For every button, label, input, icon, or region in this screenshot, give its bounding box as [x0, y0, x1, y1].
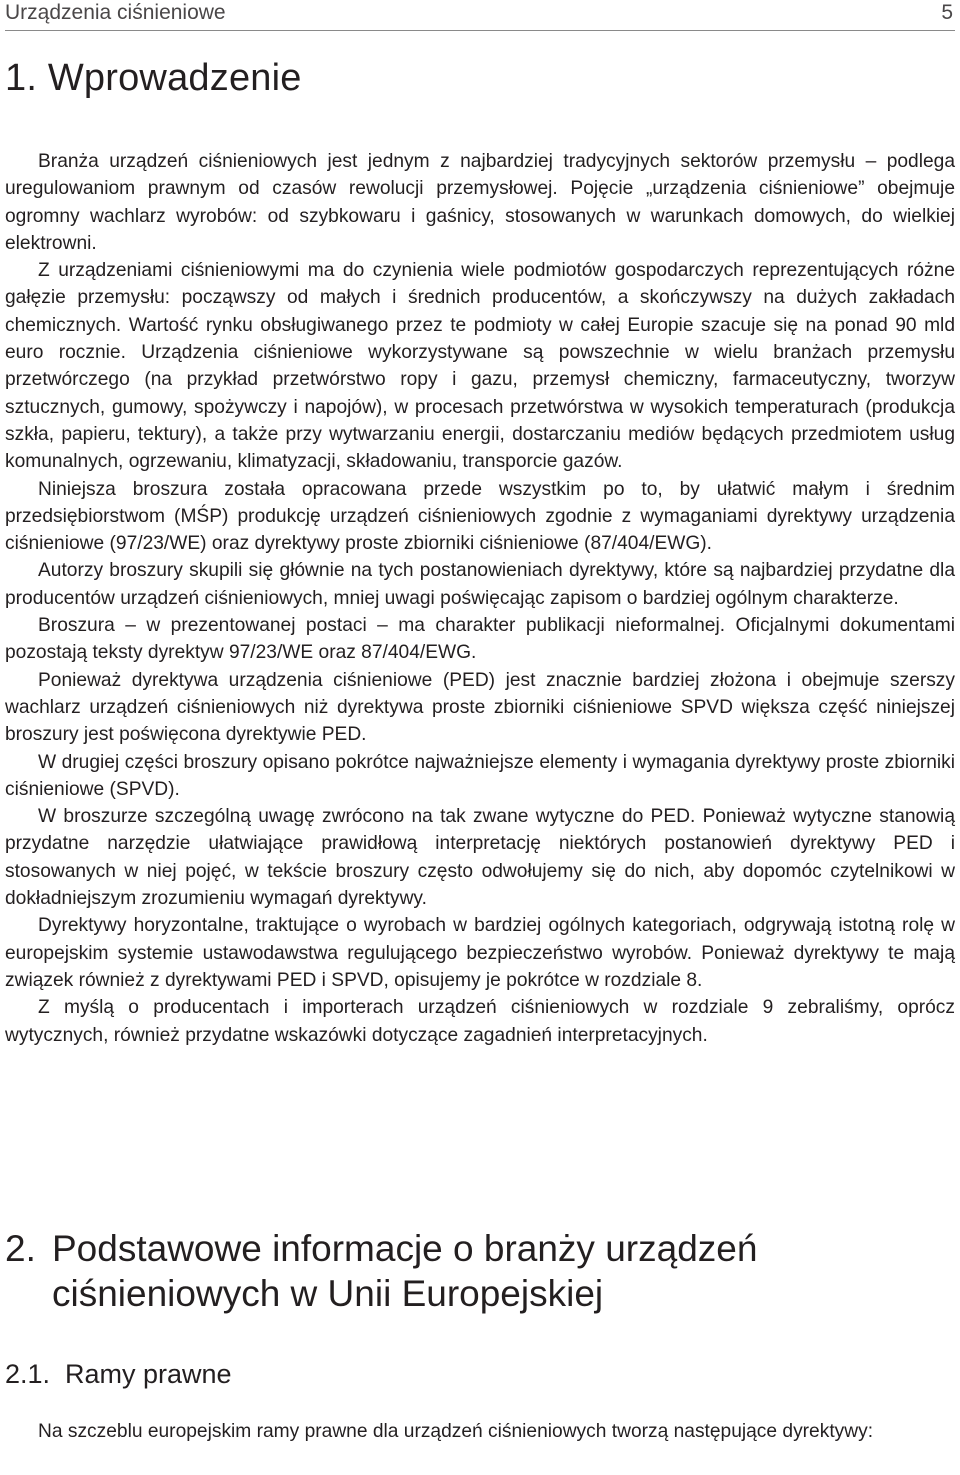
section-title: Podstawowe informacje o branży urządzeń ciśnieniowych w Unii Europejskiej — [52, 1228, 758, 1314]
subsection-heading-2-1 — [5, 1359, 232, 1390]
section-1-body — [5, 148, 955, 1049]
paragraph: Z myślą o producentach i importerach urządzeń ciśnieniowych w rozdziale 9 zebraliśmy, oprócz wytycznych, również przydatne wskazówki dotyczące zagadnień interpretacyjnych. — [5, 997, 955, 1046]
running-header — [5, 0, 955, 31]
section-heading-1: 1. Wprowadzenie — [5, 57, 302, 99]
subsection-title: Ramy prawne — [65, 1359, 232, 1389]
section-number: 2. — [5, 1228, 36, 1269]
paragraph: Autorzy broszury skupili się głównie na tych postanowieniach dyrektywy, które są najbardziej przydatne dla producentów urządzeń ciśnieniowych, mniej uwagi poświęcając zapisom o bardziej ogólnym charakterze. — [5, 560, 955, 609]
subsection-number: 2.1. — [5, 1359, 51, 1389]
paragraph: W broszurze szczególną uwagę zwrócono na tak zwane wytyczne do PED. Ponieważ wytyczne stanowią przydatne narzędzie ułatwiające prawidłową interpretację niektórych postanowień dyrektywy PED i stosowanych w niej pojęć, w tekście broszury często odwołujemy się do nich, aby dopomóc czytelnikowi w dokładniejszym zrozumieniu wymagań dyrektywy. — [5, 806, 955, 910]
paragraph: Z urządzeniami ciśnieniowymi ma do czynienia wiele podmiotów gospodarczych reprezentujących różne gałęzie przemysłu: począwszy od małych i średnich producentów, a skończywszy na dużych zakładach chemicznych. Wartość rynku obsługiwanego przez te podmioty w całej Europie szacuje się na ponad 90 mld euro rocznie. Urządzenia ciśnieniowe wykorzystywane są powszechnie w wielu branżach przemysłu przetwórczego (na przykład przetwórstwo ropy i gazu, przemysł chemiczny, farmaceutyczny, tworzyw sztucznych, gumowy, spożywczy i napojów), w procesach przetwórstwa w wysokich temperaturach (produkcja szkła, papieru, tektury), a także przy wytwarzaniu energii, dostarczaniu mediów będących przedmiotem usług komunalnych, ogrzewaniu, klimatyzacji, składowaniu, transporcie gazów. — [5, 260, 955, 473]
page-number: 5 — [941, 1, 953, 24]
section-heading-2 — [5, 1226, 957, 1316]
section-2-1-body — [5, 1418, 955, 1445]
paragraph: Ponieważ dyrektywa urządzenia ciśnieniowe (PED) jest znacznie bardziej złożona i obejmuje szerszy wachlarz urządzeń ciśnieniowych niż dyrektywa proste zbiorniki ciśnieniowe SPVD większa część niniejszej broszury jest poświęcona dyrektywie PED. — [5, 669, 955, 746]
paragraph: Broszura – w prezentowanej postaci – ma charakter publikacji nieformalnej. Oficjalnymi dokumentami pozostają teksty dyrektyw 97/23/WE oraz 87/404/EWG. — [5, 615, 955, 664]
paragraph: Dyrektywy horyzontalne, traktujące o wyrobach w bardziej ogólnych kategoriach, odgrywają istotną rolę w europejskim systemie ustawodawstwa regulującego bezpieczeństwo wyrobów. Ponieważ dyrektywy te mają związek również z dyrektywami PED i SPVD, opisujemy je pokrótce w rozdziale 8. — [5, 915, 955, 991]
paragraph: Niniejsza broszura została opracowana przede wszystkim po to, by ułatwić małym i średnim przedsiębiorstwom (MŚP) produkcję urządzeń ciśnieniowych zgodnie z wymaganiami dyrektywy urządzenia ciśnieniowe (97/23/WE) oraz dyrektywy proste zbiorniki ciśnieniowe (87/404/EWG). — [5, 478, 955, 555]
paragraph: Na szczeblu europejskim ramy prawne dla urządzeń ciśnieniowych tworzą następujące dyrektywy: — [38, 1421, 874, 1442]
paragraph: Branża urządzeń ciśnieniowych jest jednym z najbardziej tradycyjnych sektorów przemysłu – podlega uregulowaniom prawnym od czasów rewolucji przemysłowej. Pojęcie „urządzenia ciśnieniowe” obejmuje ogromny wachlarz wyrobów: od szybkowaru i gaśnicy, stosowanych w warunkach domowych, do wielkiej elektrowni. — [5, 151, 955, 254]
running-title: Urządzenia ciśnieniowe — [5, 1, 226, 24]
paragraph: W drugiej części broszury opisano pokrótce najważniejsze elementy i wymagania dyrektywy proste zbiorniki ciśnieniowe (SPVD). — [5, 751, 955, 800]
